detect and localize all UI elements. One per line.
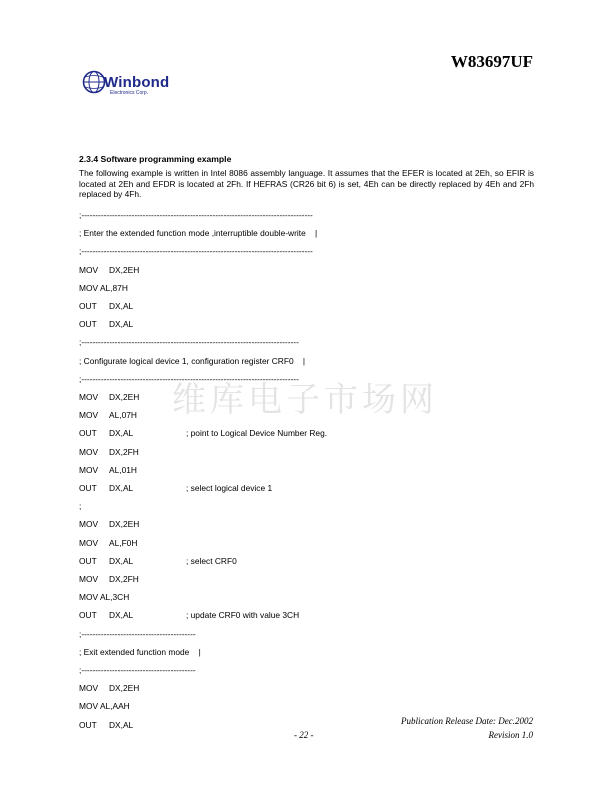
code-line bbox=[79, 501, 81, 516]
code-comment: ; select CRF0 bbox=[186, 555, 237, 566]
code-operand: AL,07H bbox=[109, 410, 137, 421]
code-text: ;------------------------------------------------------------------------------ bbox=[79, 337, 299, 348]
code-opcode: MOV bbox=[79, 683, 99, 694]
code-line bbox=[79, 647, 201, 662]
code-text: ;------------------------------------------------------------------------------ bbox=[79, 373, 299, 384]
code-operand: AL,F0H bbox=[109, 537, 138, 548]
code-line bbox=[79, 356, 305, 371]
code-text: ;----------------------------------------- bbox=[79, 665, 196, 675]
code-opcode: MOV bbox=[79, 264, 99, 275]
code-opcode: MOV bbox=[79, 519, 99, 530]
code-opcode: OUT bbox=[79, 428, 97, 439]
code-operand: DX,2EH bbox=[109, 392, 140, 402]
code-line bbox=[79, 210, 313, 225]
code-operand: DX,2FH bbox=[109, 574, 139, 584]
code-opcode: OUT bbox=[79, 555, 97, 566]
code-line bbox=[79, 592, 129, 607]
code-line bbox=[79, 374, 299, 389]
chip-title: W83697UF bbox=[450, 52, 533, 71]
code-opcode: MOV bbox=[79, 537, 99, 548]
logo-name: Winbond bbox=[104, 74, 170, 91]
code-opcode: MOV bbox=[79, 446, 99, 457]
footer-release-date: Publication Release Date: Dec.2002 bbox=[401, 716, 533, 726]
code-line bbox=[79, 701, 130, 716]
code-operand: DX,AL bbox=[109, 301, 134, 311]
code-opcode: MOV bbox=[79, 410, 99, 421]
code-opcode: MOV bbox=[79, 464, 99, 475]
code-operand: DX,2EH bbox=[109, 264, 140, 275]
code-line bbox=[79, 246, 313, 261]
code-line bbox=[79, 283, 128, 298]
code-operand: DX,AL bbox=[109, 319, 134, 330]
footer-page-number: - 22 - bbox=[294, 730, 314, 740]
code-text: ; bbox=[79, 501, 82, 512]
code-operand: DX,AL bbox=[109, 428, 134, 439]
code-text: ;----------------------------------------- bbox=[79, 628, 196, 639]
watermark: 维库电子市场网 bbox=[172, 380, 438, 420]
code-text: MOV AL,3CH bbox=[79, 592, 130, 603]
code-text: MOV AL,87H bbox=[79, 282, 128, 293]
code-line bbox=[79, 665, 196, 680]
logo-subtitle: Electronics Corp. bbox=[110, 90, 149, 96]
code-operand: DX,AL bbox=[109, 719, 134, 730]
code-text: ; Configurate logical device 1, configuration register CRF0 | bbox=[79, 355, 306, 366]
code-text: ; Exit extended function mode | bbox=[79, 646, 201, 657]
code-opcode: MOV bbox=[79, 574, 99, 584]
code-comment: ; update CRF0 with value 3CH bbox=[186, 610, 300, 621]
footer-revision: Revision 1.0 bbox=[488, 730, 533, 740]
code-line bbox=[79, 337, 299, 352]
code-text: ;----------------------------------------------------------------------------------- bbox=[79, 210, 313, 220]
winbond-logo bbox=[82, 70, 192, 100]
code-operand: DX,2EH bbox=[109, 683, 140, 694]
code-text: ; Enter the extended function mode ,interruptible double-write | bbox=[79, 228, 318, 239]
code-text: ;----------------------------------------------------------------------------------- bbox=[79, 246, 313, 257]
globe-icon bbox=[82, 70, 106, 94]
code-operand: DX,2EH bbox=[109, 519, 140, 530]
code-opcode: OUT bbox=[79, 483, 97, 493]
code-opcode: MOV bbox=[79, 392, 99, 402]
code-operand: DX,2FH bbox=[109, 446, 139, 457]
code-operand: AL,01H bbox=[109, 464, 137, 475]
code-operand: DX,AL bbox=[109, 555, 134, 566]
code-line bbox=[79, 228, 317, 243]
section-heading: 2.3.4 Software programming example bbox=[79, 154, 232, 164]
code-comment: ; select logical device 1 bbox=[186, 483, 273, 493]
code-opcode: OUT bbox=[79, 719, 97, 730]
code-opcode: OUT bbox=[79, 301, 97, 311]
code-opcode: OUT bbox=[79, 610, 97, 621]
code-text: MOV AL,AAH bbox=[79, 701, 130, 712]
code-line bbox=[79, 629, 196, 644]
code-opcode: OUT bbox=[79, 319, 97, 330]
intro-paragraph: The following example is written in Intel 8086 assembly language. It assumes that the EFER is located at 2Eh, so EFIR is located at 2Eh and EFDR is located at 2Fh. If HEFRAS (CR26 bit 6) is set, 4Eh can be directly replaced by 4Eh and 2Fh replaced by 4Fh. bbox=[79, 168, 534, 200]
code-operand: DX,AL bbox=[109, 610, 134, 621]
code-comment: ; point to Logical Device Number Reg. bbox=[186, 428, 328, 439]
code-operand: DX,AL bbox=[109, 483, 134, 493]
